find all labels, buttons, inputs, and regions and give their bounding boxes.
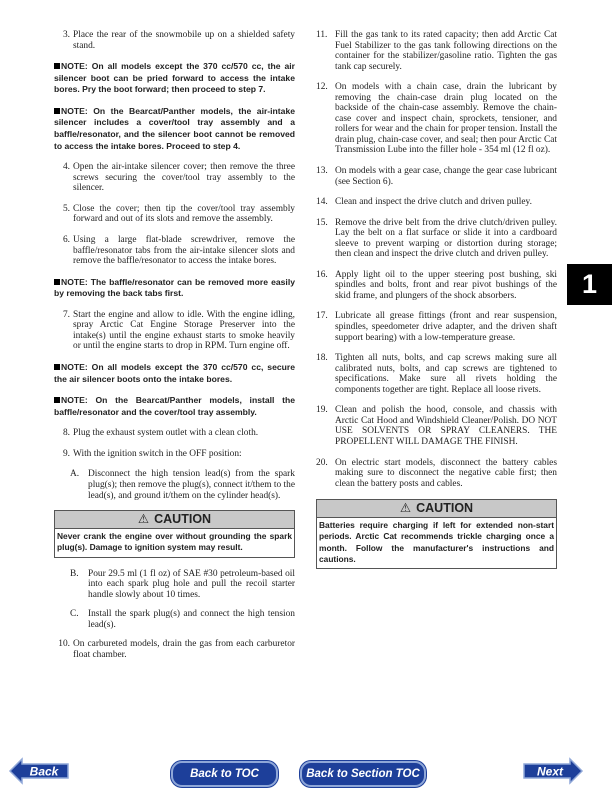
- caution-box-battery: [316, 499, 557, 569]
- warning-triangle-icon: ⚠: [399, 501, 412, 516]
- substep-c: C. Install the spark plug(s) and connect the high tension lead(s).: [70, 609, 295, 630]
- back-label: Back: [29, 764, 59, 779]
- step-7: 7. Start the engine and allow to idle. With the engine idling, spray Arctic Cat Engine Storage Preserver into the intake(s) until the engine exhaust starts to smoke heavily or until the engine starts to drop in RPM. Turn engine off.: [62, 309, 295, 352]
- back-to-toc-button[interactable]: Back to TOC: [171, 761, 278, 787]
- next-button[interactable]: [520, 757, 584, 785]
- step-number: 3.: [62, 30, 70, 40]
- note-install-baffle: NOTE: On the Bearcat/Panther models, install the baffle/resonator and the cover/tool tray assembly.: [54, 395, 295, 417]
- step-10: 10. On carbureted models, drain the gas from each carburetor float chamber.: [58, 639, 295, 660]
- substep-a: A. Disconnect the high tension lead(s) from the spark plug(s); then remove the plug(s), connect it/them to the lead(s), and ground it/them on the cylinder head(s).: [70, 469, 295, 501]
- note-square-icon: [54, 397, 60, 403]
- note-secure-boots: NOTE: On all models except the 370 cc/570 cc, secure the air silencer boots onto the intake bores.: [54, 362, 295, 384]
- step-14: 14. Clean and inspect the drive clutch and driven pulley.: [316, 197, 532, 208]
- caution-text: Batteries require charging if left for extended non-start periods. Arctic Cat recommends trickle charging once a month. Follow the manufacturer's instructions and cautions.: [319, 520, 554, 565]
- note-air-silencer-boot: NOTE: On all models except the 370 cc/570 cc, the air silencer boot can be pried forward to access the intake bores. Pry the boot forward; then proceed to step 7.: [54, 61, 295, 95]
- step-9: 9. With the ignition switch in the OFF position:: [62, 448, 242, 459]
- note-square-icon: [54, 279, 60, 285]
- substep-b: B. Pour 29.5 ml (1 fl oz) of SAE #30 petroleum-based oil into each spark plug hole and pull the recoil starter handle slowly about 10 times.: [70, 568, 295, 600]
- caution-text: Never crank the engine over without grounding the spark plug(s). Damage to ignition system may result.: [57, 531, 292, 553]
- step-16: 16. Apply light oil to the upper steering post bushing, ski spindles and bolts, front and rear pivot bushings of the skid frame, and plungers of the shock absorbers.: [316, 269, 557, 301]
- step-17: 17. Lubricate all grease fittings (front and rear suspension, spindles, speedometer drive adapter, and the driven shaft support bearing) with a low-temperature grease.: [316, 311, 557, 343]
- note-square-icon: [54, 63, 60, 69]
- note-bearcat-panther-silencer: NOTE: On the Bearcat/Panther models, the air-intake silencer includes a cover/tool tray assembly and a baffle/resonator, and the silencer boot cannot be removed to access the intake bores. Proceed to step 4.: [54, 105, 295, 151]
- caution-header: ⚠ CAUTION: [55, 511, 294, 529]
- caution-box-ignition: [54, 510, 295, 558]
- left-column: [54, 30, 295, 671]
- warning-triangle-icon: ⚠: [137, 512, 150, 527]
- section-tab: 1: [567, 264, 612, 305]
- step-3: [54, 30, 295, 51]
- back-button[interactable]: [8, 757, 72, 785]
- note-baffle-removal: NOTE: The baffle/resonator can be removed more easily by removing the back tabs first.: [54, 276, 295, 299]
- step-12: 12. On models with a chain case, drain the lubricant by removing the chain-case drain plug located on the backside of the chain-case assembly. Remove the chain-case cover and inspect chain, sprockets, tensioner, and rollers for wear and the chain for proper tension. Install the drain plug, chain-case cover, and seal; then pour Arctic Cat Transmission Lube into the filler hole - 354 ml (12 fl oz).: [316, 82, 557, 156]
- step-8: 8. Plug the exhaust system outlet with a clean cloth.: [62, 428, 259, 439]
- step-5: 5. Close the cover; then tip the cover/tool tray assembly forward and out of its slots and remove the assembly.: [62, 203, 295, 225]
- back-to-section-toc-button[interactable]: Back to Section TOC: [300, 761, 426, 787]
- next-label: Next: [536, 764, 564, 779]
- caution-header: ⚠ CAUTION: [317, 500, 556, 518]
- step-text: Place the rear of the snowmobile up on a shielded safety stand.: [73, 30, 295, 51]
- step-11: 11. Fill the gas tank to its rated capacity; then add Arctic Cat Fuel Stabilizer to the gas tank following directions on the container for the stabilizer/gasoline ratio. Tighten the gas tank cap securely.: [316, 30, 557, 72]
- right-column: [316, 30, 557, 580]
- step-6: 6. Using a large flat-blade screwdriver, remove the baffle/resonator tabs from the air-intake silencer slots and remove the baffle/resonator to access the intake bores.: [62, 234, 295, 267]
- step-13: 13. On models with a gear case, change the gear case lubricant (see Section 6).: [316, 166, 557, 187]
- step-19: 19. Clean and polish the hood, console, and chassis with Arctic Cat Hood and Windshield Cleaner/Polish. DO NOT USE SOLVENTS OR SPRAY CLEANERS. THE PROPELLENT WILL DAMAGE THE FINISH.: [316, 405, 557, 447]
- note-square-icon: [54, 108, 60, 114]
- note-square-icon: [54, 364, 60, 370]
- step-18: 18. Tighten all nuts, bolts, and cap screws making sure all calibrated nuts, bolts, and cap screws are tightened to specifications. Make sure all rivets holding the components together are tight. Replace all loose rivets.: [316, 353, 557, 395]
- step-20: 20. On electric start models, disconnect the battery cables making sure to disconnect the negative cable first; then clean the battery posts and cables.: [316, 457, 557, 489]
- step-15: 15. Remove the drive belt from the drive clutch/driven pulley. Lay the belt on a flat surface or slide it into a cardboard sleeve to prevent warping or distortion during storage; then clean and inspect the drive clutch and driven pulley.: [316, 217, 557, 260]
- step-4: 4. Open the air-intake silencer cover; then remove the three screws securing the cover/tool tray assembly to the silencer.: [62, 162, 295, 194]
